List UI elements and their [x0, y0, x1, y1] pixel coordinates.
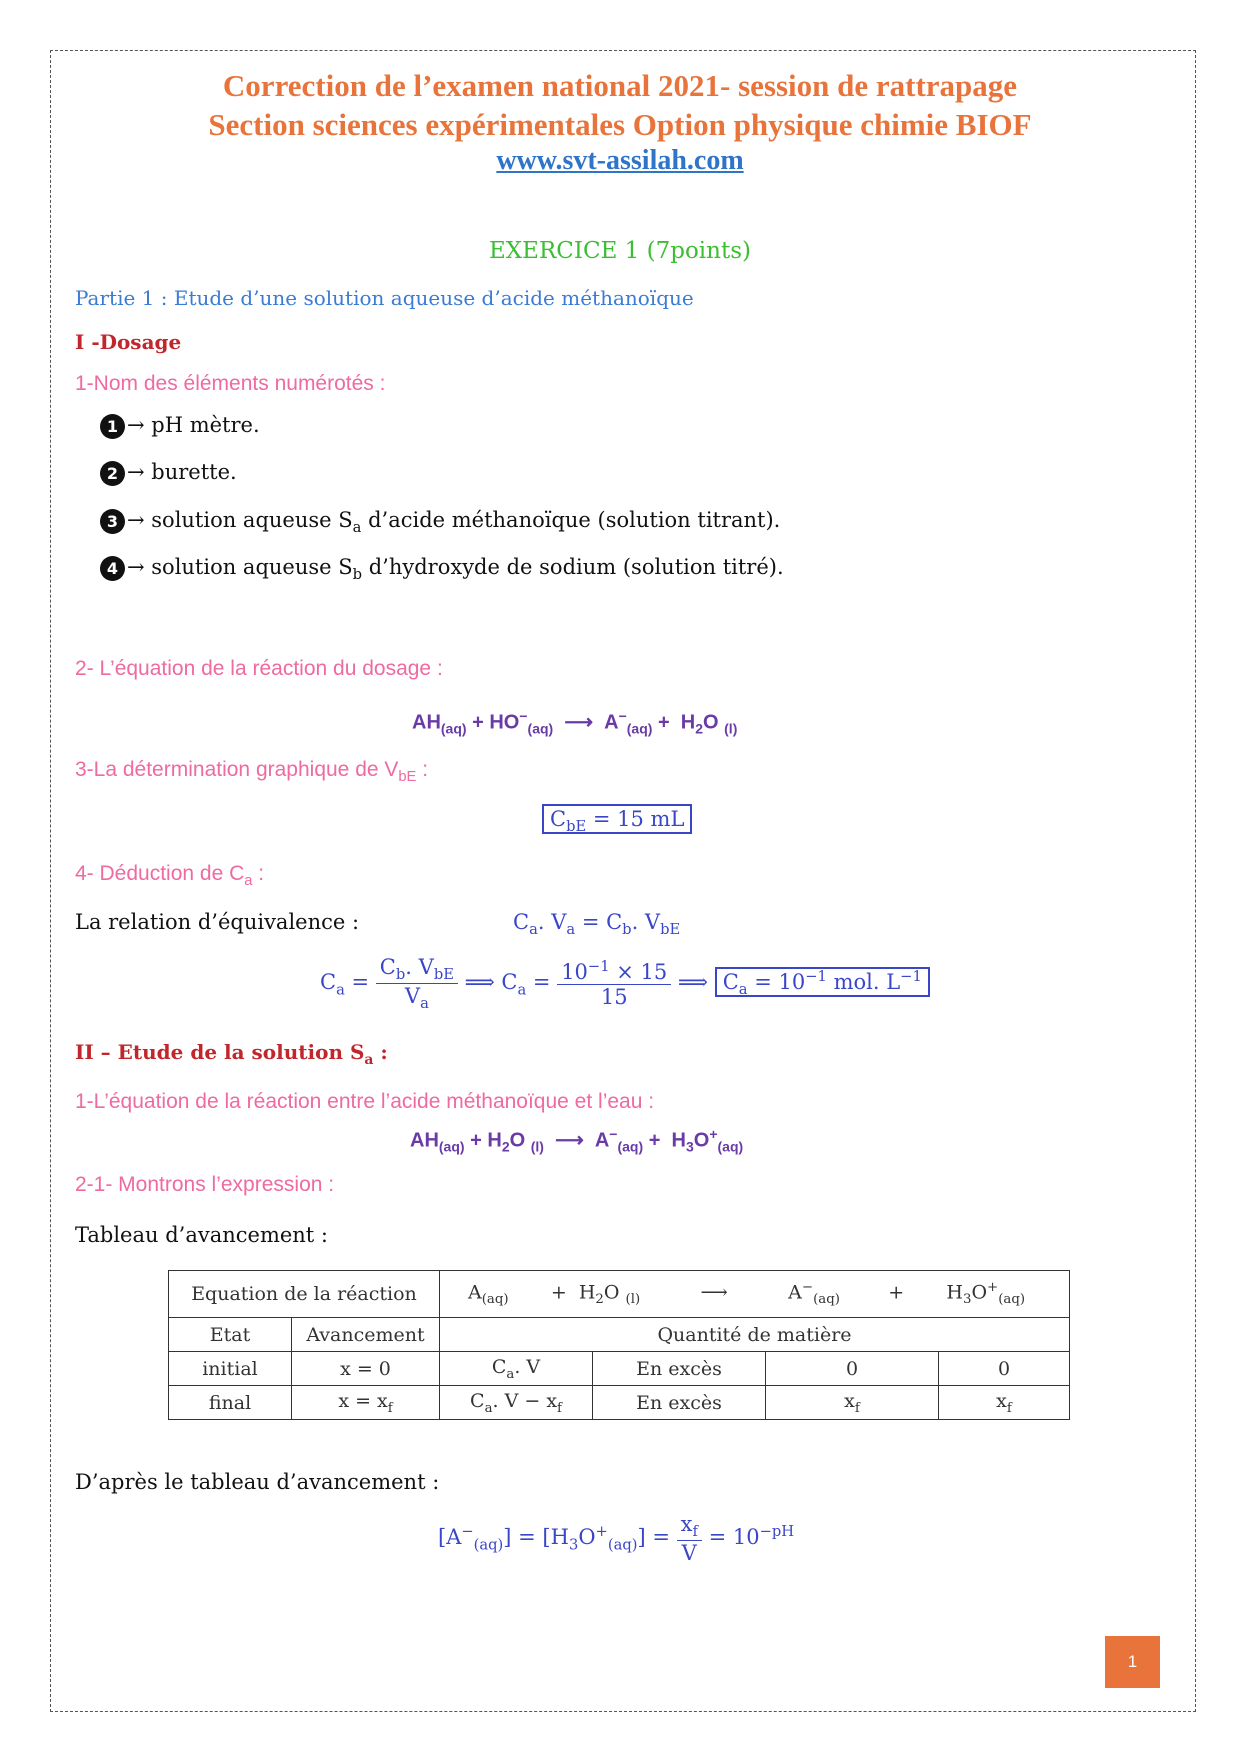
question-1: 1-Nom des éléments numérotés : — [75, 372, 386, 395]
number-bullet: 2 — [100, 461, 125, 486]
vbe-result: $C_{bE} = 15$ mL — [542, 807, 692, 835]
title-line-1: Correction de l’examen national 2021- session de rattrapage — [222, 68, 1018, 103]
number-bullet: 3 — [100, 509, 125, 534]
table-row: Etat Avancement Quantité de matière — [169, 1318, 1070, 1352]
concentration-expression: $[A^-_{(aq)}] = [H_3O^+_{(aq)}]$ = $\frac{x_f}{V}$ = $10^{-pH}$ — [438, 1512, 795, 1566]
partie-1-title: Partie 1 : Etude d’une solution aqueuse d’acide méthanoïque — [75, 286, 694, 310]
table-row: initial x = 0 $C_a$. V En excès 0 0 — [169, 1352, 1070, 1386]
exercise-title: EXERCICE 1 (7points) — [489, 238, 751, 264]
page-number: 1 — [1105, 1636, 1160, 1688]
item-3: 3 → solution aqueuse $S_a$ d’acide méthanoïque (solution titrant). — [100, 508, 780, 536]
question-4: 4- Déduction de $C_a$ : — [75, 862, 265, 890]
table-row: final $x = x_f$ $C_a$. $V - x_f$ En excès $x_f$ $x_f$ — [169, 1386, 1070, 1420]
question-3: 3-La détermination graphique de $V_{bE}$ : — [75, 758, 429, 786]
apres-label: D’après le tableau d’avancement : — [75, 1470, 440, 1494]
equivalence-relation: $C_a$. $V_a = C_b$. $V_{bE}$ — [513, 910, 681, 939]
relation-label: La relation d’équivalence : — [75, 910, 360, 934]
number-bullet: 4 — [100, 556, 125, 581]
section-dosage: I -Dosage — [75, 330, 182, 354]
website-link[interactable]: www.svt-assilah.com — [496, 145, 744, 176]
table-row: Equation de la réaction $A_{(aq)}$ + $H_2O$ $_{(l)}$ ⟶ $A^-_{(aq)}$ + $H_3O^+_{(aq)}$ — [169, 1271, 1070, 1318]
item-2: 2 → burette. — [100, 460, 237, 486]
acid-water-equation: $AH_{(aq)} + H_2O$ $_{(l)}$ ⟶ $A^-_{(aq)} + H_3O^+_{(aq)}$ — [410, 1126, 744, 1155]
title-line-2: Section sciences expérimentales Option physique chimie BIOF — [208, 107, 1032, 142]
question-2-1: 1-L’équation de la réaction entre l’acide méthanoïque et l’eau : — [75, 1090, 655, 1113]
tableau-label: Tableau d’avancement : — [75, 1223, 328, 1247]
item-4: 4 → solution aqueuse $S_b$ d’hydroxyde de sodium (solution titré). — [100, 555, 784, 583]
dosage-equation: $AH_{(aq)} + HO^-_{(aq)}$ ⟶ $A^-_{(aq)} + H_2O$ $_{(l)}$ — [412, 708, 738, 737]
question-2-2: 2-1- Montrons l’expression : — [75, 1173, 335, 1196]
section-etude-sa: II – Etude de la solution $S_a$ : — [75, 1040, 388, 1068]
ca-calculation: $C_a$ = $\frac{C_b. V_{bE}}{V_a}$ ⟹ $C_a$ = $\frac{10^{-1} \times 15}{15}$ ⟹ $C_a = 10^{-1}$ mol. $L^{-1}$ — [320, 955, 930, 1012]
avancement-table — [168, 1270, 1070, 1420]
number-bullet: 1 — [100, 414, 125, 439]
question-2: 2- L’équation de la réaction du dosage : — [75, 657, 443, 680]
item-1: 1 → pH mètre. — [100, 413, 260, 439]
